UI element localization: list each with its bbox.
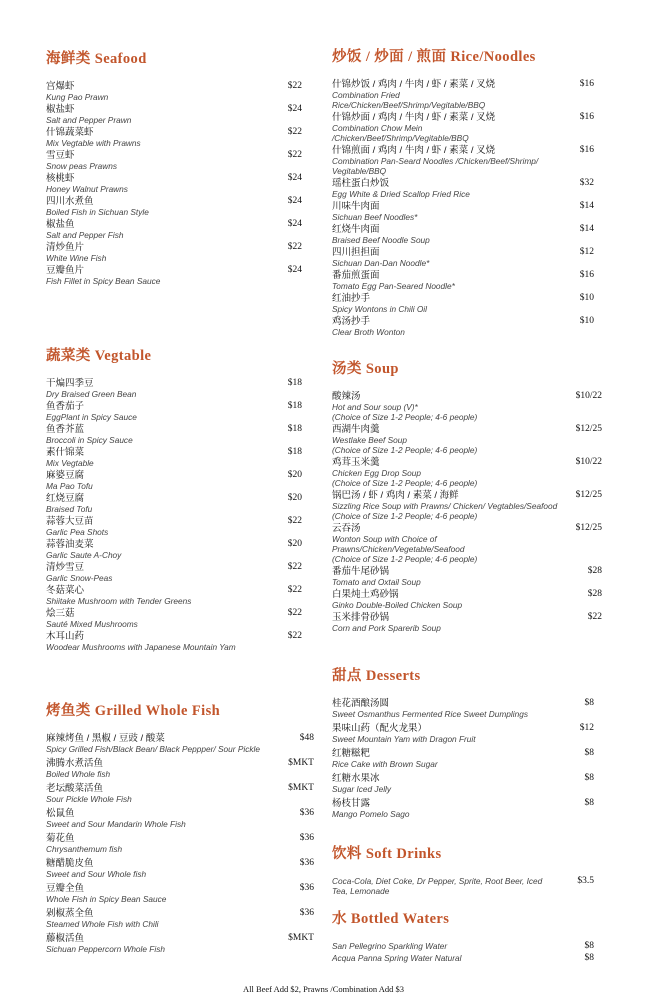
item-english-name: San Pellegrino Sparkling Water: [332, 941, 448, 951]
item-price: $22: [287, 150, 302, 160]
waters-title: 水 Bottled Waters: [332, 911, 450, 927]
item-price: $22: [287, 562, 302, 572]
drinks-section: [332, 842, 594, 898]
item-english-name: Braised Tofu: [46, 504, 93, 514]
item-chinese-name: 红烧牛肉面: [332, 224, 380, 235]
item-size-note: (Choice of Size 1-2 People; 4-6 people): [332, 412, 478, 422]
menu-item: [332, 79, 594, 110]
soup-title: 汤类 Soup: [332, 361, 399, 377]
menu-item: [332, 247, 594, 268]
item-chinese-name: 椒盐鱼: [46, 219, 75, 230]
item-english-name: Sichuan Peppercorn Whole Fish: [46, 944, 165, 954]
item-price: $24: [287, 196, 302, 206]
menu-item: [332, 748, 594, 769]
item-english-name: Salt and Pepper Fish: [46, 230, 124, 240]
drinks-title: 饮料 Soft Drinks: [332, 846, 442, 862]
item-chinese-name: 沸腾水煮活鱼: [46, 758, 104, 769]
item-price: $8: [584, 773, 594, 783]
item-price: $MKT: [288, 783, 314, 793]
item-english-name: Sizzling Rice Soup with Prawns/ Chicken/ Vegtables/Seafood: [332, 501, 558, 511]
menu-item: [332, 566, 602, 587]
item-price: $12/25: [575, 490, 602, 500]
item-price: $18: [287, 447, 302, 457]
item-price: $36: [299, 858, 314, 868]
item-price: $8: [584, 748, 594, 758]
item-chinese-name: 菊花鱼: [46, 833, 75, 844]
item-chinese-name: 什锦蔬菜虾: [46, 127, 94, 138]
item-english-name: Shiitake Mushroom with Tender Greens: [46, 596, 192, 606]
fish-section: [46, 699, 314, 958]
menu-item: [332, 224, 594, 245]
item-chinese-name: 玉米排骨砂锅: [332, 612, 390, 623]
menu-item: [46, 150, 302, 171]
item-price: $8: [584, 953, 594, 963]
soup-list: [332, 391, 602, 633]
item-chinese-name: 西湖牛肉羹: [332, 424, 380, 435]
item-chinese-name: 宫爆虾: [46, 81, 75, 92]
menu-item: [332, 773, 594, 794]
menu-item: [46, 470, 302, 491]
item-size-note: (Choice of Size 1-2 People; 4-6 people): [332, 511, 478, 521]
menu-item: [332, 145, 594, 176]
item-price: $20: [287, 539, 302, 549]
item-english-name: Spicy Wontons in Chili Oil: [332, 304, 427, 314]
menu-item: [46, 933, 314, 954]
item-price: $10: [579, 316, 594, 326]
menu-item: [46, 858, 314, 879]
item-english-name: Ma Pao Tofu: [46, 481, 93, 491]
menu-item: [46, 127, 302, 148]
item-chinese-name: 什锦炒饭 / 鸡肉 / 牛肉 / 虾 / 素菜 / 叉烧: [332, 79, 496, 90]
item-price: $16: [579, 270, 594, 280]
item-english-name: Chrysanthemum fish: [46, 844, 123, 854]
item-english-name: Sweet and Sour Whole fish: [46, 869, 147, 879]
item-english-name: Rice Cake with Brown Sugar: [332, 759, 438, 769]
item-price: $28: [587, 566, 602, 576]
item-price: $22: [587, 612, 602, 622]
item-english-name: Westlake Beef Soup: [332, 435, 408, 445]
item-english-name: Boiled Whole fish: [46, 769, 111, 779]
item-price: $8: [584, 698, 594, 708]
item-english-name: Wonton Soup with Choice of Prawns/Chicken/Vegetable/Seafood: [332, 534, 465, 554]
item-price: $24: [287, 265, 302, 275]
item-price: $12/25: [575, 523, 602, 533]
item-chinese-name: 桂花酒酿汤圆: [332, 698, 390, 709]
item-chinese-name: 烩三菇: [46, 608, 75, 619]
item-price: $10: [579, 293, 594, 303]
item-price: $22: [287, 608, 302, 618]
item-chinese-name: 云吞汤: [332, 523, 361, 534]
item-price: $14: [579, 224, 594, 234]
item-chinese-name: 四川担担面: [332, 247, 380, 258]
item-chinese-name: 清炒雪豆: [46, 562, 85, 573]
item-price: $16: [579, 112, 594, 122]
item-price: $16: [579, 145, 594, 155]
item-price: $22: [287, 127, 302, 137]
item-chinese-name: 剁椒蒸全鱼: [46, 908, 94, 919]
menu-item: [332, 178, 594, 199]
item-chinese-name: 四川水煮鱼: [46, 196, 94, 207]
item-chinese-name: 松鼠鱼: [46, 808, 75, 819]
item-english-name: Fish Fillet in Spicy Bean Sauce: [46, 276, 161, 286]
menu-item: [46, 173, 302, 194]
item-chinese-name: 红油抄手: [332, 293, 371, 304]
item-english-name: Combination Chow Mein /Chicken/Beef/Shrimp/Vegitable/BBQ: [332, 123, 469, 143]
menu-item: [332, 293, 594, 314]
vegtable-section: [46, 344, 302, 654]
menu-item: [46, 493, 302, 514]
seafood-list: [46, 81, 302, 286]
desserts-title: 甜点 Desserts: [332, 668, 421, 684]
seafood-section: [46, 47, 302, 288]
desserts-list: [332, 698, 594, 819]
item-english-name: Egg White & Dried Scallop Fried Rice: [332, 189, 470, 199]
item-english-name: Sichuan Beef Noodles*: [332, 212, 418, 222]
item-chinese-name: 鸡汤抄手: [332, 316, 371, 327]
item-chinese-name: 干煸四季豆: [46, 378, 94, 389]
footer-note: All Beef Add $2, Prawns /Combination Add $3: [242, 984, 405, 994]
item-english-name: Combination Pan-Seard Noodles /Chicken/Beef/Shrimp/ Vegitable/BBQ: [332, 156, 539, 176]
item-chinese-name: 麻辣烤鱼 / 黑椒 / 豆豉 / 酸菜: [46, 733, 165, 744]
menu-item: [332, 723, 594, 744]
item-price: $MKT: [288, 758, 314, 768]
menu-item: [332, 941, 594, 951]
item-chinese-name: 锅巴汤 / 虾 / 鸡肉 / 素菜 / 海鲜: [332, 490, 459, 501]
item-english-name: Coca-Cola, Diet Coke, Dr Pepper, Sprite, Root Beer, Iced Tea, Lemonade: [332, 876, 543, 896]
item-english-name: Sichuan Dan-Dan Noodle*: [332, 258, 430, 268]
item-price: $12: [579, 247, 594, 257]
menu-item: [46, 733, 314, 754]
item-price: $18: [287, 378, 302, 388]
item-english-name: Sweet Osmanthus Fermented Rice Sweet Dumplings: [332, 709, 528, 719]
menu-item: [46, 196, 302, 217]
menu-item: [46, 242, 302, 263]
vegtable-list: [46, 378, 302, 652]
item-english-name: Boiled Fish in Sichuan Style: [46, 207, 149, 217]
item-price: $36: [299, 833, 314, 843]
item-price: $10/22: [575, 457, 602, 467]
item-english-name: Broccoli in Spicy Sauce: [46, 435, 133, 445]
item-price: $8: [584, 941, 594, 951]
item-size-note: (Choice of Size 1-2 People; 4-6 people): [332, 478, 478, 488]
menu-item: [46, 585, 302, 606]
item-price: $24: [287, 104, 302, 114]
item-price: $12/25: [575, 424, 602, 434]
item-english-name: Ginko Double-Boiled Chicken Soup: [332, 600, 463, 610]
item-price: $18: [287, 424, 302, 434]
seafood-title: 海鲜类 Seafood: [46, 51, 147, 67]
menu-item: [46, 783, 314, 804]
item-price: $20: [287, 493, 302, 503]
item-price: $18: [287, 401, 302, 411]
item-english-name: Sweet Mountain Yam with Dragon Fruit: [332, 734, 476, 744]
menu-item: [332, 523, 602, 564]
item-price: $22: [287, 81, 302, 91]
item-english-name: Tomato Egg Pan-Seared Noodle*: [332, 281, 455, 291]
menu-item: [332, 270, 594, 291]
item-english-name: Woodear Mushrooms with Japanese Mountain Yam: [46, 642, 236, 652]
item-price: $36: [299, 883, 314, 893]
waters-list: [332, 941, 594, 963]
menu-item: [46, 219, 302, 240]
menu-item: [332, 391, 602, 422]
item-price: $24: [287, 219, 302, 229]
menu-item: [46, 631, 302, 652]
item-english-name: Spicy Grilled Fish/Black Bean/ Black Peppper/ Sour Pickle: [46, 744, 260, 754]
item-chinese-name: 雪豆虾: [46, 150, 75, 161]
menu-item: [332, 490, 602, 521]
item-price: $22: [287, 585, 302, 595]
item-chinese-name: 老坛酸菜活鱼: [46, 783, 104, 794]
menu-item: [332, 953, 594, 963]
item-chinese-name: 糖醋脆皮鱼: [46, 858, 94, 869]
item-english-name: Kung Pao Prawn: [46, 92, 109, 102]
menu-item: [46, 833, 314, 854]
item-chinese-name: 麻婆豆腐: [46, 470, 85, 481]
rice-list: [332, 79, 594, 337]
item-chinese-name: 冬菇菜心: [46, 585, 85, 596]
item-chinese-name: 木耳山药: [46, 631, 85, 642]
item-english-name: EggPlant in Spicy Sauce: [46, 412, 137, 422]
item-english-name: Sweet and Sour Mandarin Whole Fish: [46, 819, 186, 829]
menu-item: [46, 401, 302, 422]
item-chinese-name: 鸡茸玉米羹: [332, 457, 380, 468]
menu-item: [46, 883, 314, 904]
rice-section: [332, 45, 594, 339]
item-english-name: Whole Fish in Spicy Bean Sauce: [46, 894, 167, 904]
item-price: $28: [587, 589, 602, 599]
item-chinese-name: 蒜蓉油麦菜: [46, 539, 94, 550]
menu-item: [46, 562, 302, 583]
item-price: $20: [287, 470, 302, 480]
item-english-name: Tomato and Oxtail Soup: [332, 577, 421, 587]
menu-item: [332, 457, 602, 488]
item-price: $48: [299, 733, 314, 743]
item-chinese-name: 瑶柱蛋白炒饭: [332, 178, 390, 189]
item-chinese-name: 素什锦菜: [46, 447, 85, 458]
item-english-name: Sauté Mixed Mushrooms: [46, 619, 138, 629]
item-price: $8: [584, 798, 594, 808]
menu-item: [332, 589, 602, 610]
item-english-name: Honey Walnut Prawns: [46, 184, 128, 194]
soup-section: [332, 357, 602, 635]
item-chinese-name: 番茄牛尾砂锅: [332, 566, 390, 577]
item-chinese-name: 蒜蓉大豆苗: [46, 516, 94, 527]
item-price: $36: [299, 908, 314, 918]
menu-item: [46, 608, 302, 629]
item-size-note: (Choice of Size 1-2 People; 4-6 people): [332, 554, 478, 564]
item-price: $3.5: [577, 876, 594, 886]
menu-item: [332, 424, 602, 455]
item-chinese-name: 什锦煎面 / 鸡肉 / 牛肉 / 虾 / 素菜 / 叉烧: [332, 145, 496, 156]
item-english-name: Acqua Panna Spring Water Natural: [332, 953, 462, 963]
item-english-name: Steamed Whole Fish with Chili: [46, 919, 159, 929]
item-english-name: Garlic Saute A-Choy: [46, 550, 122, 560]
fish-list: [46, 733, 314, 954]
desserts-section: [332, 664, 594, 823]
item-chinese-name: 番茄煎蛋面: [332, 270, 380, 281]
item-english-name: Hot and Sour soup (V)*: [332, 402, 418, 412]
item-size-note: (Choice of Size 1-2 People; 4-6 people): [332, 445, 478, 455]
vegtable-title: 蔬菜类 Vegtable: [46, 348, 152, 364]
item-english-name: Braised Beef Noodle Soup: [332, 235, 430, 245]
item-price: $24: [287, 173, 302, 183]
item-price: $22: [287, 242, 302, 252]
item-price: $32: [579, 178, 594, 188]
item-english-name: Mix Vegtable with Prawns: [46, 138, 141, 148]
item-english-name: Mix Vegtable: [46, 458, 94, 468]
menu-item: [46, 539, 302, 560]
item-english-name: Dry Braised Green Bean: [46, 389, 137, 399]
menu-item: [46, 378, 302, 399]
item-chinese-name: 鱼香芥蓝: [46, 424, 85, 435]
item-chinese-name: 什锦炒面 / 鸡肉 / 牛肉 / 虾 / 素菜 / 叉烧: [332, 112, 496, 123]
item-price: $14: [579, 201, 594, 211]
item-english-name: Snow peas Prawns: [46, 161, 118, 171]
item-english-name: White Wine Fish: [46, 253, 107, 263]
item-chinese-name: 藤椒活鱼: [46, 933, 85, 944]
menu-item: [46, 758, 314, 779]
menu-item: [332, 112, 594, 143]
item-price: $22: [287, 631, 302, 641]
item-chinese-name: 白果炖土鸡砂锅: [332, 589, 399, 600]
item-chinese-name: 杨枝甘露: [332, 798, 371, 809]
menu-item: [46, 81, 302, 102]
item-chinese-name: 红糖水果冰: [332, 773, 380, 784]
item-english-name: Combination Fried Rice/Chicken/Beef/Shrimp/Vegitable/BBQ: [332, 90, 486, 110]
item-chinese-name: 酸辣汤: [332, 391, 361, 402]
item-price: $22: [287, 516, 302, 526]
menu-item: [46, 808, 314, 829]
item-english-name: Mango Pomelo Sago: [332, 809, 410, 819]
item-english-name: Chicken Egg Drop Soup: [332, 468, 422, 478]
item-chinese-name: 椒盐虾: [46, 104, 75, 115]
menu-item: [46, 265, 302, 286]
item-english-name: Clear Broth Wonton: [332, 327, 405, 337]
item-price: $MKT: [288, 933, 314, 943]
menu-item: [332, 876, 594, 896]
item-chinese-name: 豆瓣鱼片: [46, 265, 85, 276]
item-price: $10/22: [575, 391, 602, 401]
menu-item: [46, 424, 302, 445]
drinks-list: [332, 876, 594, 896]
item-chinese-name: 果味山药（配火龙果）: [332, 723, 428, 734]
menu-item: [332, 698, 594, 719]
item-price: $12: [579, 723, 594, 733]
item-chinese-name: 红糖糍粑: [332, 748, 371, 759]
item-chinese-name: 红烧豆腐: [46, 493, 85, 504]
menu-item: [332, 798, 594, 819]
item-price: $36: [299, 808, 314, 818]
fish-title: 烤鱼类 Grilled Whole Fish: [46, 703, 221, 719]
item-english-name: Corn and Pork Sparerib Soup: [332, 623, 441, 633]
item-chinese-name: 清炒鱼片: [46, 242, 85, 253]
item-chinese-name: 豆瓣全鱼: [46, 883, 85, 894]
item-english-name: Salt and Pepper Prawn: [46, 115, 132, 125]
item-english-name: Garlic Snow-Peas: [46, 573, 113, 583]
item-price: $16: [579, 79, 594, 89]
menu-item: [332, 201, 594, 222]
item-english-name: Sugar Iced Jelly: [332, 784, 392, 794]
menu-item: [332, 612, 602, 633]
menu-item: [46, 104, 302, 125]
waters-section: [332, 907, 594, 965]
menu-item: [332, 316, 594, 337]
rice-title: 炒饭 / 炒面 / 煎面 Rice/Noodles: [332, 49, 536, 65]
menu-item: [46, 447, 302, 468]
item-chinese-name: 鱼香茄子: [46, 401, 85, 412]
item-chinese-name: 核桃虾: [46, 173, 75, 184]
item-english-name: Sour Pickle Whole Fish: [46, 794, 132, 804]
item-chinese-name: 川味牛肉面: [332, 201, 380, 212]
menu-item: [46, 908, 314, 929]
menu-item: [46, 516, 302, 537]
item-english-name: Garlic Pea Shots: [46, 527, 109, 537]
